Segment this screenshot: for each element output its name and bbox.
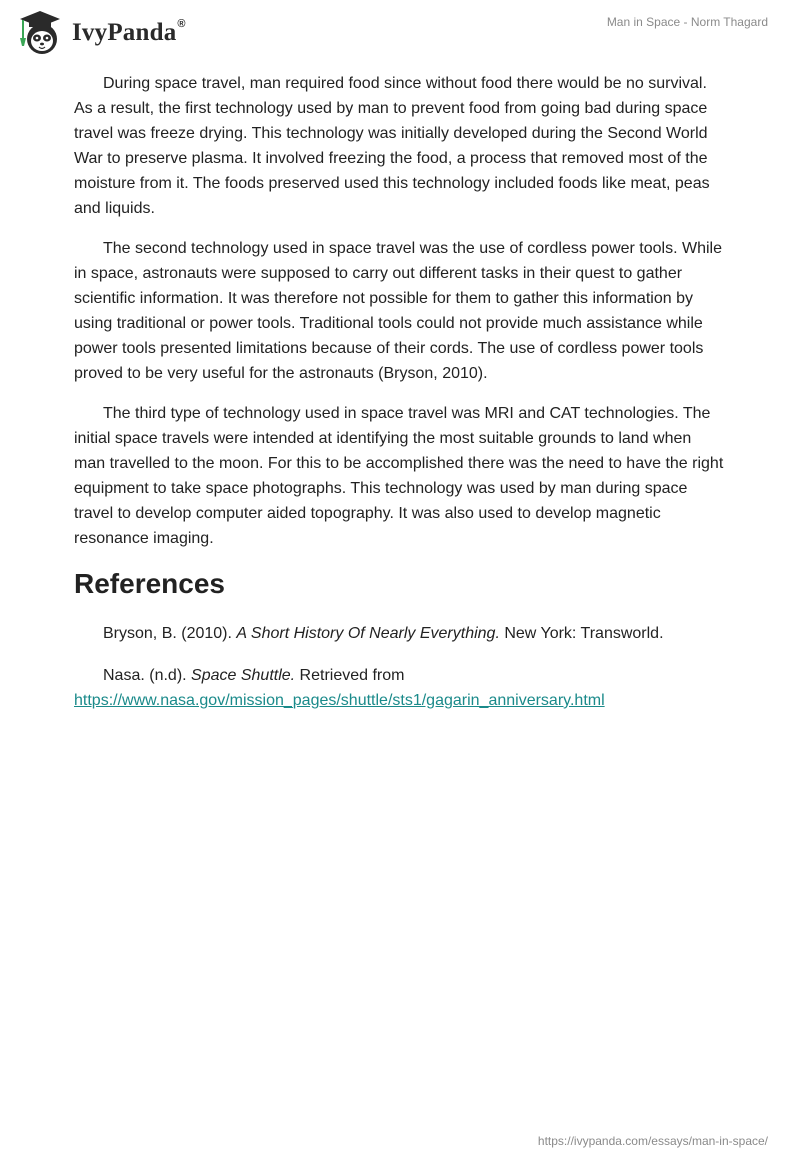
reference-publisher: New York: Transworld. (499, 625, 664, 642)
page-header (0, 0, 800, 70)
reference-entry (74, 663, 726, 713)
footer-source-url: https://ivypanda.com/essays/man-in-space/ (537, 1134, 768, 1148)
references-heading: References (74, 568, 225, 599)
body-paragraph: During space travel, man required food since without food there would be no survival. As a result, the first technology used by man to prevent food from going bad during space travel was freeze drying. This technology was initially developed during the Second World War to preserve plasma. It involved freezing the food, a process that removed most of the moisture from it. The foods preserved used this technology included foods like meat, peas and liquids. (74, 75, 710, 217)
registered-mark: ® (177, 17, 186, 30)
panda-graduate-icon (14, 8, 66, 58)
ivypanda-logo[interactable] (14, 8, 186, 58)
essay-content (74, 71, 726, 730)
reference-title: A Short History Of Nearly Everything. (236, 625, 500, 642)
reference-retrieved: Retrieved from (295, 667, 405, 684)
reference-author-year: Nasa. (n.d). (103, 667, 192, 684)
reference-url-link[interactable]: https://www.nasa.gov/mission_pages/shuttle/sts1/gagarin_anniversary.html (74, 692, 605, 709)
running-title: Man in Space - Norm Thagard (606, 15, 768, 29)
reference-entry (74, 621, 726, 646)
body-paragraph: The second technology used in space travel was the use of cordless power tools. While in space, astronauts were supposed to carry out different tasks in their quest to gather scientific information. It was therefore not possible for them to gather this information by using traditional or power tools. Traditional tools could not provide much assistance while power tools presented limitations because of their cords. The use of cordless power tools proved to be very useful for the astronauts (Bryson, 2010). (74, 240, 722, 382)
reference-author-year: Bryson, B. (2010). (103, 625, 237, 642)
body-paragraph: The third type of technology used in space travel was MRI and CAT technologies. The initial space travels were intended at identifying the most suitable grounds to land when man travelled to the moon. For this to be accomplished there was the need to have the right equipment to take space photographs. This technology was used by man during space travel to develop computer aided topography. It was also used to develop magnetic resonance imaging. (74, 405, 724, 547)
reference-title: Space Shuttle. (191, 667, 296, 684)
logo-wordmark: IvyPanda® (72, 17, 186, 46)
